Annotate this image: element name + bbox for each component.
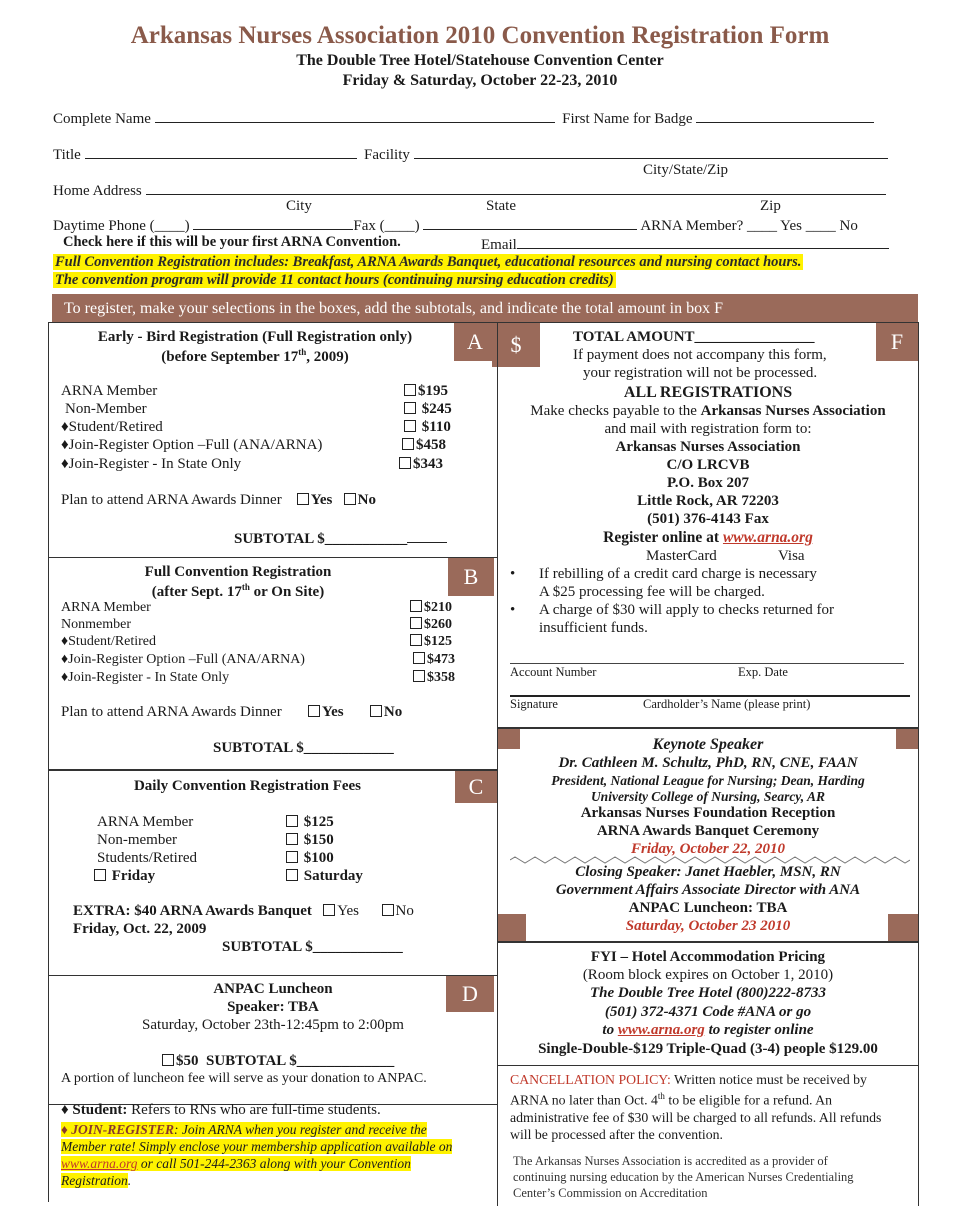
box-a-price-value: $110 <box>421 419 451 435</box>
box-c-saturday-label: Saturday <box>303 868 363 884</box>
complete-name-row <box>53 108 874 128</box>
closing-speaker: Closing Speaker: Janet Haebler, MSN, RN <box>575 864 841 880</box>
box-a-price[interactable] <box>404 401 452 418</box>
mailing-address-4: Little Rock, AR 72203 <box>637 493 779 509</box>
title-label: Title <box>53 147 81 163</box>
home-address-field[interactable] <box>146 180 886 195</box>
box-c-price[interactable] <box>286 832 334 849</box>
luncheon-date: Saturday, October 23 2010 <box>625 918 791 934</box>
email-field[interactable] <box>517 234 889 249</box>
complete-name-label: Complete Name <box>53 111 151 127</box>
checkbox-icon[interactable] <box>308 705 320 717</box>
box-a-subtotal-field[interactable] <box>407 528 447 543</box>
join-register-link[interactable]: www.arna.org <box>61 1156 138 1171</box>
accreditation-line2: continuing nursing education by the American Nurses Credentialing <box>513 1170 854 1184</box>
checkbox-icon[interactable] <box>413 670 425 682</box>
checkbox-icon[interactable] <box>286 869 298 881</box>
box-b-price-value: $125 <box>424 634 452 649</box>
box-d-tag: D <box>446 976 494 1012</box>
includes-line2: The convention program will provide 11 contact hours (continuing nursing education credits) <box>55 272 614 288</box>
phone-label: Daytime Phone (____) <box>53 218 190 234</box>
account-number-label: Account Number <box>510 665 597 679</box>
box-a-row: ♦Student/Retired <box>61 419 163 435</box>
box-a-title: Early - Bird Registration (Full Registration only) <box>97 329 413 345</box>
join-register-text3: or call 501-244-2363 along with your Convention <box>137 1156 411 1171</box>
first-convention-checkbox-label[interactable]: Check here if this will be your first ARNA Convention. <box>63 234 401 250</box>
dollar-tag: $ <box>492 323 540 367</box>
box-b-row: ♦Join-Register - In State Only <box>61 670 230 685</box>
checkbox-icon[interactable] <box>410 617 422 629</box>
box-c-extra-no[interactable]: No <box>395 903 414 919</box>
cancellation-text2a: ARNA no later than Oct. 4 <box>510 1092 658 1108</box>
home-address-row <box>53 180 886 200</box>
foundation-reception: Arkansas Nurses Foundation Reception <box>580 805 836 821</box>
box-c-row: ARNA Member <box>97 814 194 830</box>
phone-field[interactable] <box>193 215 353 230</box>
box-a-subtitle-b: , 2009) <box>306 349 349 365</box>
box-b-price-value: $210 <box>424 600 452 615</box>
box-b-subtitle-b: or On Site) <box>249 584 325 600</box>
box-c-price-value: $100 <box>303 850 334 866</box>
box-b-price[interactable] <box>410 617 452 633</box>
box-b-price-value: $260 <box>424 617 452 632</box>
anpac-luncheon: ANPAC Luncheon: TBA <box>628 900 788 916</box>
box-c-extra-label: EXTRA: $40 ARNA Awards Banquet <box>73 903 312 919</box>
hotel-phone: The Double Tree Hotel (800)222-8733 <box>589 985 827 1001</box>
facility-field[interactable] <box>414 144 888 159</box>
cancellation-text1: Written notice must be received by <box>670 1072 867 1087</box>
box-a-price-value: $343 <box>413 456 443 472</box>
form-title: Arkansas Nurses Association 2010 Convention Registration Form <box>130 22 830 49</box>
hotel-link[interactable]: www.arna.org <box>617 1022 705 1038</box>
accreditation <box>513 1153 913 1201</box>
box-b-subtitle-a: (after Sept. 17 <box>151 584 242 600</box>
box-b-subtitle <box>60 582 416 601</box>
city-state-zip-label: City/State/Zip <box>643 162 728 178</box>
box-a-price-value: $458 <box>416 437 446 453</box>
box-c-row: Students/Retired <box>97 850 197 866</box>
box-c-friday[interactable] <box>94 868 155 885</box>
checkbox-icon[interactable] <box>162 1054 174 1066</box>
includes-line1: Full Convention Registration includes: Breakfast, ARNA Awards Banquet, educational resources and nursing contact hours. <box>55 254 802 270</box>
hotel-code: (501) 372-4371 Code #ANA or go <box>604 1004 812 1020</box>
box-d-time: Saturday, October 23th-12:45pm to 2:00pm <box>142 1017 404 1033</box>
checkbox-icon[interactable] <box>413 652 425 664</box>
checks-payable-text: Make checks payable to the <box>530 403 701 419</box>
checkbox-icon[interactable] <box>286 851 298 863</box>
hotel-heading: FYI – Hotel Accommodation Pricing <box>590 949 826 965</box>
box-c-title: Daily Convention Registration Fees <box>133 778 362 794</box>
box-a-subtotal-label: SUBTOTAL $___________ <box>234 531 408 547</box>
checkbox-icon[interactable] <box>410 634 422 646</box>
box-a-dinner-yes[interactable]: Yes <box>310 492 333 508</box>
box-a-row: ♦Join-Register Option –Full (ANA/ARNA) <box>61 437 323 453</box>
accreditation-line3: Center’s Commission on Accreditation <box>513 1186 708 1200</box>
box-d-note: A portion of luncheon fee will serve as your donation to ANPAC. <box>61 1071 427 1086</box>
box-d-price-value: $50 <box>176 1053 199 1069</box>
box-c-price-value: $125 <box>303 814 334 830</box>
box-a-subtotal[interactable] <box>234 528 447 548</box>
box-a-subtitle-sup: th <box>298 347 307 357</box>
state-label: State <box>486 198 516 214</box>
box-a-price[interactable] <box>404 383 448 400</box>
title-field[interactable] <box>85 144 357 159</box>
box-a-price[interactable] <box>404 419 451 436</box>
cancellation-policy <box>510 1071 914 1143</box>
account-line[interactable] <box>510 663 904 664</box>
city-label: City <box>286 198 312 214</box>
box-c-price-value: $150 <box>303 832 334 848</box>
keynote-name: Dr. Cathleen M. Schultz, PhD, RN, CNE, FAAN <box>558 755 858 771</box>
payment-warning-2: your registration will not be processed. <box>583 365 818 381</box>
box-b-title: Full Convention Registration <box>144 564 332 580</box>
visa-option[interactable]: Visa <box>778 548 805 564</box>
join-register-label: ♦ JOIN-REGISTER <box>61 1122 175 1137</box>
room-block: (Room block expires on October 1, 2010) <box>582 967 834 983</box>
box-a-price[interactable] <box>399 456 443 473</box>
box-d-price[interactable] <box>162 1053 394 1070</box>
hotel-online-text: to register online <box>704 1022 814 1038</box>
keynote-role-1: President, National League for Nursing; Dean, Harding <box>551 773 865 788</box>
checkbox-icon[interactable] <box>410 600 422 612</box>
box-c-saturday[interactable] <box>286 868 363 885</box>
box-b-dinner-label: Plan to attend ARNA Awards Dinner <box>61 704 282 720</box>
student-note-text: Refers to RNs who are full-time students. <box>131 1102 381 1118</box>
checkbox-icon[interactable] <box>404 420 416 432</box>
email-label: Email <box>481 237 517 253</box>
mailing-address-1: Arkansas Nurses Association <box>615 439 801 455</box>
fax-field[interactable] <box>423 215 637 230</box>
zip-label: Zip <box>760 198 781 214</box>
arna-member-question[interactable]: ARNA Member? ____ Yes ____ No <box>640 218 858 234</box>
box-b-price-value: $473 <box>427 652 455 667</box>
box-b-row: ARNA Member <box>61 600 151 615</box>
mailing-address-2: C/O LRCVB <box>666 457 750 473</box>
checkbox-icon[interactable] <box>402 438 414 450</box>
box-c-subtotal[interactable]: SUBTOTAL $____________ <box>222 939 403 955</box>
payment-warning-1: If payment does not accompany this form, <box>573 347 827 363</box>
box-c-extra <box>73 903 414 920</box>
check-fee-note-1: A charge of $30 will apply to checks returned for <box>539 602 835 618</box>
box-c-price[interactable] <box>286 850 334 867</box>
register-online-text: Register online at <box>603 529 723 546</box>
exp-date-label: Exp. Date <box>738 665 788 679</box>
checks-payable <box>497 403 919 420</box>
box-a-row: ARNA Member <box>61 383 158 399</box>
box-a-row: ♦Join-Register - In State Only <box>61 456 242 472</box>
accreditation-line1: The Arkansas Nurses Association is accredited as a provider of <box>513 1154 828 1168</box>
facility-label: Facility <box>364 147 410 163</box>
dates: Friday & Saturday, October 22-23, 2010 <box>342 72 618 89</box>
keynote-date: Friday, October 22, 2010 <box>630 841 785 857</box>
instructions-banner: To register, make your selections in the boxes, add the subtotals, and indicate the total amount in box F <box>52 294 918 322</box>
box-b-row: Nonmember <box>61 617 131 632</box>
checkbox-icon[interactable] <box>344 493 356 505</box>
box-a-dinner-label: Plan to attend ARNA Awards Dinner <box>61 492 282 508</box>
bullet-icon: • <box>510 566 516 582</box>
box-d-subtotal[interactable]: SUBTOTAL $_____________ <box>206 1053 395 1069</box>
hotel-online <box>497 1022 919 1039</box>
box-f-tag: F <box>876 323 918 361</box>
checkbox-icon[interactable] <box>404 402 416 414</box>
box-a-subtitle-a: (before September 17 <box>161 349 299 365</box>
room-pricing: Single-Double-$129 Triple-Quad (3-4) people $129.00 <box>538 1041 878 1057</box>
box-a-row: Non-Member <box>65 401 147 417</box>
checkbox-icon[interactable] <box>286 815 298 827</box>
checkbox-icon[interactable] <box>94 869 106 881</box>
fax-label: Fax (____) <box>353 218 420 234</box>
box-a-price-value: $245 <box>421 401 452 417</box>
includes-note <box>53 253 803 271</box>
box-c-row: Non-member <box>97 832 177 848</box>
home-address-label: Home Address <box>53 183 142 199</box>
register-online <box>497 529 919 547</box>
checkbox-icon[interactable] <box>286 833 298 845</box>
join-register-note: ♦ JOIN-REGISTER: Join ARNA when you register and receive the Member rate! Simply enclose your membership application available on www.arna.org or call 501-244-2363 along with your Convention Registration. <box>61 1122 453 1188</box>
box-b-dinner <box>61 704 402 721</box>
box-c-tag: C <box>455 771 497 803</box>
checkbox-icon[interactable] <box>297 493 309 505</box>
checkbox-icon[interactable] <box>323 904 335 916</box>
cancellation-text2b: to be eligible for a refund. An <box>664 1092 832 1108</box>
complete-name-field[interactable] <box>155 108 555 123</box>
student-note <box>61 1102 381 1119</box>
checkbox-icon[interactable] <box>404 384 416 396</box>
box-b-price[interactable] <box>413 670 455 686</box>
box-b-price[interactable] <box>413 652 455 668</box>
contact-hours-note <box>53 271 616 289</box>
cancellation-text4: will be processed after the convention. <box>510 1126 724 1142</box>
box-c-extra-yes[interactable]: Yes <box>337 903 360 919</box>
bullet-icon: • <box>510 602 516 618</box>
box-d-speaker: Speaker: TBA <box>227 999 319 1015</box>
box-b-subtitle-sup: th <box>241 582 250 592</box>
badge-name-field[interactable] <box>696 108 874 123</box>
box-b-row: ♦Student/Retired <box>61 634 157 649</box>
join-register-text2: Member rate! Simply enclose your membership application available on <box>61 1139 453 1154</box>
badge-name-label: First Name for Badge <box>562 111 693 127</box>
box-a-price[interactable] <box>402 437 446 454</box>
fax-number: (501) 376-4143 Fax <box>647 511 769 527</box>
cancellation-text2sup: th <box>657 1091 665 1101</box>
keynote-heading: Keynote Speaker <box>652 736 764 753</box>
checkbox-icon[interactable] <box>399 457 411 469</box>
join-register-text1: : Join ARNA when you register and receive the <box>174 1122 427 1137</box>
mail-instructions: and mail with registration form to: <box>604 421 812 437</box>
box-a-price-value: $195 <box>418 383 448 399</box>
box-c-price[interactable] <box>286 814 334 831</box>
all-registrations: ALL REGISTRATIONS <box>623 384 793 401</box>
cancellation-label: CANCELLATION POLICY: <box>510 1072 671 1087</box>
checks-payable-org: Arkansas Nurses Association <box>700 403 886 419</box>
box-b-price-value: $358 <box>427 670 455 685</box>
join-register-text4: Registration <box>61 1173 128 1188</box>
box-b-subtotal[interactable]: SUBTOTAL $____________ <box>213 740 394 756</box>
checkbox-icon[interactable] <box>382 904 394 916</box>
student-note-label: ♦ Student: <box>61 1102 128 1118</box>
box-c-friday-label: Friday <box>111 868 156 884</box>
box-b-dinner-no[interactable]: No <box>383 704 403 720</box>
box-b-row: ♦Join-Register Option –Full (ANA/ARNA) <box>61 652 305 667</box>
mailing-address-3: P.O. Box 207 <box>667 475 749 491</box>
checkbox-icon[interactable] <box>370 705 382 717</box>
hotel-online-to: to <box>602 1022 618 1038</box>
box-a-dinner <box>61 492 376 509</box>
rebill-note-2: A $25 processing fee will be charged. <box>539 584 765 600</box>
check-fee-note-2: insufficient funds. <box>539 620 648 636</box>
cardholder-label: Cardholder’s Name (please print) <box>643 697 811 711</box>
signature-label: Signature <box>510 697 558 711</box>
mastercard-option[interactable]: MasterCard <box>646 548 717 564</box>
register-online-link[interactable]: www.arna.org <box>722 529 813 546</box>
total-amount[interactable]: TOTAL AMOUNT________________ <box>573 329 815 345</box>
wavy-divider <box>510 856 910 864</box>
box-a-tag: A <box>454 323 496 361</box>
box-b-price[interactable] <box>410 634 452 650</box>
title-row <box>53 144 888 164</box>
box-b-tag: B <box>448 558 494 596</box>
box-b-price[interactable] <box>410 600 452 616</box>
awards-banquet: ARNA Awards Banquet Ceremony <box>596 823 820 839</box>
box-b-dinner-yes[interactable]: Yes <box>321 704 344 720</box>
box-a-subtitle <box>60 347 450 366</box>
closing-speaker-role: Government Affairs Associate Director with ANA <box>555 882 861 898</box>
keynote-role-2: University College of Nursing, Searcy, AR <box>590 789 826 804</box>
box-a-dinner-no[interactable]: No <box>357 492 376 508</box>
email-row <box>481 234 889 254</box>
rebill-note-1: If rebilling of a credit card charge is necessary <box>539 566 817 582</box>
cancellation-text3: administrative fee of $30 will be charged to all refunds. All refunds <box>510 1109 882 1125</box>
venue: The Double Tree Hotel/Statehouse Convention Center <box>296 52 664 69</box>
box-d-title: ANPAC Luncheon <box>213 981 333 997</box>
phone-row <box>53 215 858 235</box>
box-c-extra-date: Friday, Oct. 22, 2009 <box>73 921 207 937</box>
